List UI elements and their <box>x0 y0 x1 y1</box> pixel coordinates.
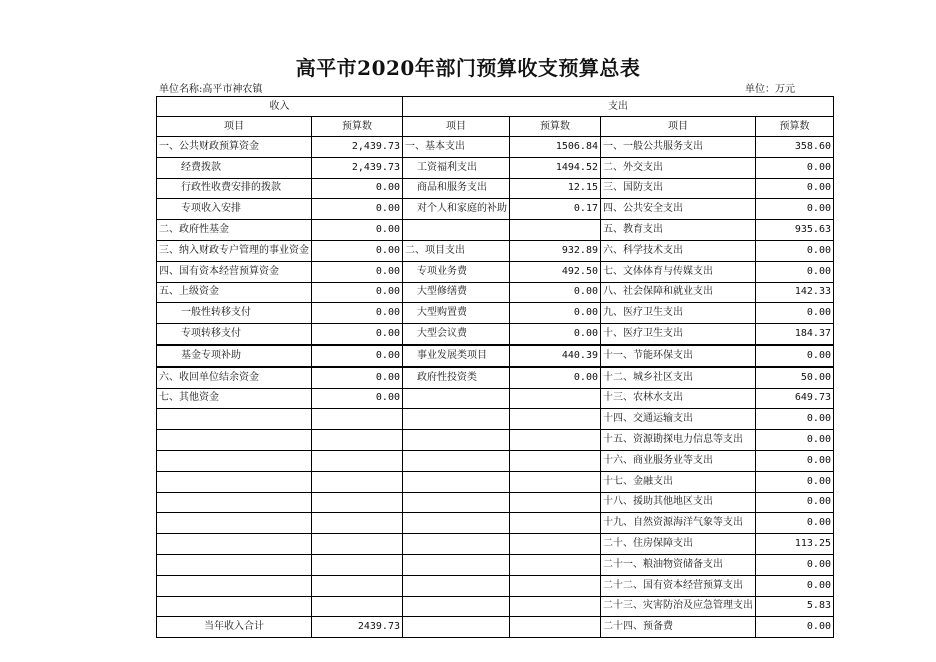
basic-expense-amount-header: 预算数 <box>510 117 601 137</box>
income-item-cell <box>157 450 312 471</box>
function-expense-item-cell: 十二、城乡社区支出 <box>601 367 756 388</box>
income-amount-cell: 0.00 <box>312 388 403 409</box>
function-expense-amount-cell: 358.60 <box>756 137 834 158</box>
income-amount-cell <box>312 471 403 492</box>
table-row <box>157 492 834 513</box>
income-amount-cell <box>312 534 403 555</box>
budget-table <box>156 96 834 638</box>
income-item-cell: 专项收入安排 <box>157 199 312 220</box>
function-expense-item-cell: 二、外交支出 <box>601 157 756 178</box>
income-item-cell: 五、上级资金 <box>157 282 312 303</box>
basic-expense-amount-cell <box>510 617 601 638</box>
function-expense-amount-cell: 0.00 <box>756 303 834 324</box>
income-amount-cell <box>312 430 403 451</box>
basic-expense-item-cell <box>403 617 510 638</box>
basic-expense-amount-cell: 0.00 <box>510 367 601 388</box>
basic-expense-amount-cell <box>510 471 601 492</box>
table-row <box>157 178 834 199</box>
basic-expense-item-cell: 政府性投资类 <box>403 367 510 388</box>
income-amount-header: 预算数 <box>312 117 403 137</box>
income-amount-cell: 0.00 <box>312 261 403 282</box>
function-expense-item-cell: 二十二、国有资本经营预算支出 <box>601 575 756 596</box>
function-expense-item-cell: 二十一、粮油物资储备支出 <box>601 554 756 575</box>
basic-expense-amount-cell <box>510 220 601 241</box>
basic-expense-amount-cell <box>510 492 601 513</box>
income-item-cell: 行政性收费安排的拨款 <box>157 178 312 199</box>
basic-expense-item-cell <box>403 492 510 513</box>
table-row <box>157 137 834 158</box>
table-row <box>157 303 834 324</box>
function-expense-item-cell: 十七、金融支出 <box>601 471 756 492</box>
function-expense-item-cell: 二十三、灾害防治及应急管理支出 <box>601 596 756 617</box>
table-row <box>157 471 834 492</box>
basic-expense-item-cell: 大型会议费 <box>403 324 510 345</box>
function-expense-amount-cell: 0.00 <box>756 450 834 471</box>
income-amount-cell <box>312 450 403 471</box>
basic-expense-amount-cell <box>510 554 601 575</box>
function-expense-item-cell: 五、教育支出 <box>601 220 756 241</box>
basic-expense-item-cell: 商品和服务支出 <box>403 178 510 199</box>
table-row <box>157 199 834 220</box>
income-item-cell: 二、政府性基金 <box>157 220 312 241</box>
basic-expense-item-cell <box>403 409 510 430</box>
income-item-cell <box>157 409 312 430</box>
function-expense-item-cell: 十五、资源勘探电力信息等支出 <box>601 430 756 451</box>
income-amount-cell <box>312 575 403 596</box>
basic-expense-item-cell <box>403 471 510 492</box>
function-expense-item-cell: 一、一般公共服务支出 <box>601 137 756 158</box>
table-row <box>157 157 834 178</box>
basic-expense-item-cell <box>403 450 510 471</box>
basic-expense-item-cell: 二、项目支出 <box>403 240 510 261</box>
income-amount-cell <box>312 554 403 575</box>
table-row <box>157 324 834 345</box>
income-amount-cell: 0.00 <box>312 178 403 199</box>
table-row <box>157 575 834 596</box>
function-expense-item-header: 项目 <box>601 117 756 137</box>
income-item-cell: 专项转移支付 <box>157 324 312 345</box>
function-expense-item-cell: 九、医疗卫生支出 <box>601 303 756 324</box>
function-expense-item-cell: 三、国防支出 <box>601 178 756 199</box>
income-amount-cell: 2439.73 <box>312 617 403 638</box>
function-expense-item-cell: 八、社会保障和就业支出 <box>601 282 756 303</box>
income-amount-cell: 0.00 <box>312 303 403 324</box>
basic-expense-amount-cell <box>510 534 601 555</box>
income-item-cell <box>157 596 312 617</box>
table-row <box>157 261 834 282</box>
basic-expense-item-cell: 专项业务费 <box>403 261 510 282</box>
function-expense-amount-cell: 0.00 <box>756 199 834 220</box>
basic-expense-amount-cell: 1506.84 <box>510 137 601 158</box>
income-amount-cell <box>312 596 403 617</box>
income-item-cell <box>157 554 312 575</box>
income-item-cell: 基金专项补助 <box>157 345 312 367</box>
page-title: 高平市2020年部门预算收支预算总表 <box>295 56 641 80</box>
income-amount-cell: 0.00 <box>312 199 403 220</box>
function-expense-amount-cell: 0.00 <box>756 345 834 367</box>
unit-name-label: 单位名称:高平市神农镇 <box>159 84 263 95</box>
function-expense-item-cell: 十八、援助其他地区支出 <box>601 492 756 513</box>
basic-expense-amount-cell <box>510 596 601 617</box>
header-row-sections <box>157 97 834 117</box>
basic-expense-amount-cell <box>510 409 601 430</box>
table-row <box>157 430 834 451</box>
function-expense-amount-cell: 184.37 <box>756 324 834 345</box>
basic-expense-amount-cell: 1494.52 <box>510 157 601 178</box>
function-expense-amount-cell: 0.00 <box>756 492 834 513</box>
basic-expense-amount-cell <box>510 450 601 471</box>
table-row <box>157 534 834 555</box>
function-expense-item-cell: 七、文体体育与传媒支出 <box>601 261 756 282</box>
income-item-cell <box>157 575 312 596</box>
basic-expense-amount-cell: 0.00 <box>510 282 601 303</box>
income-amount-cell <box>312 409 403 430</box>
income-item-cell: 四、国有资本经营预算资金 <box>157 261 312 282</box>
table-row <box>157 554 834 575</box>
function-expense-amount-cell: 0.00 <box>756 430 834 451</box>
function-expense-amount-cell: 50.00 <box>756 367 834 388</box>
function-expense-amount-cell: 935.63 <box>756 220 834 241</box>
function-expense-item-cell: 十四、交通运输支出 <box>601 409 756 430</box>
function-expense-amount-cell: 0.00 <box>756 178 834 199</box>
function-expense-item-cell: 十六、商业服务业等支出 <box>601 450 756 471</box>
income-item-cell: 六、收回单位结余资金 <box>157 367 312 388</box>
function-expense-item-cell: 十三、农林水支出 <box>601 388 756 409</box>
basic-expense-amount-cell <box>510 575 601 596</box>
basic-expense-amount-cell: 12.15 <box>510 178 601 199</box>
income-amount-cell: 0.00 <box>312 240 403 261</box>
table-row <box>157 220 834 241</box>
function-expense-item-cell: 十、医疗卫生支出 <box>601 324 756 345</box>
basic-expense-amount-cell: 0.00 <box>510 303 601 324</box>
basic-expense-amount-cell <box>510 513 601 534</box>
table-row <box>157 345 834 367</box>
income-item-cell: 七、其他资金 <box>157 388 312 409</box>
function-expense-item-cell: 十九、自然资源海洋气象等支出 <box>601 513 756 534</box>
function-expense-amount-cell: 113.25 <box>756 534 834 555</box>
table-row <box>157 282 834 303</box>
function-expense-amount-cell: 649.73 <box>756 388 834 409</box>
income-item-cell: 一、公共财政预算资金 <box>157 137 312 158</box>
unit-label: 单位：万元 <box>745 84 795 95</box>
table-row <box>157 617 834 638</box>
function-expense-amount-cell: 0.00 <box>756 554 834 575</box>
income-amount-cell: 2,439.73 <box>312 137 403 158</box>
income-item-header: 项目 <box>157 117 312 137</box>
basic-expense-amount-cell <box>510 430 601 451</box>
basic-expense-item-cell <box>403 554 510 575</box>
income-item-cell: 当年收入合计 <box>157 617 312 638</box>
income-amount-cell: 0.00 <box>312 220 403 241</box>
function-expense-amount-cell: 142.33 <box>756 282 834 303</box>
basic-expense-item-cell <box>403 388 510 409</box>
function-expense-item-cell: 二十四、预备费 <box>601 617 756 638</box>
basic-expense-item-cell <box>403 513 510 534</box>
basic-expense-amount-cell: 440.39 <box>510 345 601 367</box>
basic-expense-item-cell: 一、基本支出 <box>403 137 510 158</box>
function-expense-amount-cell: 0.00 <box>756 575 834 596</box>
income-item-cell: 三、纳入财政专户管理的事业资金 <box>157 240 312 261</box>
income-amount-cell: 0.00 <box>312 367 403 388</box>
expense-header: 支出 <box>403 97 834 117</box>
basic-expense-item-cell <box>403 220 510 241</box>
function-expense-amount-cell: 0.00 <box>756 471 834 492</box>
income-item-cell <box>157 471 312 492</box>
function-expense-item-cell: 二十、住房保障支出 <box>601 534 756 555</box>
basic-expense-amount-cell: 0.17 <box>510 199 601 220</box>
basic-expense-amount-cell: 932.89 <box>510 240 601 261</box>
function-expense-item-cell: 四、公共安全支出 <box>601 199 756 220</box>
income-amount-cell: 0.00 <box>312 282 403 303</box>
table-row <box>157 409 834 430</box>
header-row-columns <box>157 117 834 137</box>
table-row <box>157 240 834 261</box>
function-expense-item-cell: 六、科学技术支出 <box>601 240 756 261</box>
income-item-cell <box>157 492 312 513</box>
table-row <box>157 450 834 471</box>
income-amount-cell: 2,439.73 <box>312 157 403 178</box>
basic-expense-item-cell: 对个人和家庭的补助 <box>403 199 510 220</box>
income-item-cell: 经费拨款 <box>157 157 312 178</box>
basic-expense-item-cell <box>403 430 510 451</box>
income-item-cell: 一般性转移支付 <box>157 303 312 324</box>
function-expense-item-cell: 十一、节能环保支出 <box>601 345 756 367</box>
basic-expense-amount-cell: 492.50 <box>510 261 601 282</box>
basic-expense-amount-cell <box>510 388 601 409</box>
basic-expense-item-header: 项目 <box>403 117 510 137</box>
function-expense-amount-cell: 0.00 <box>756 240 834 261</box>
function-expense-amount-cell: 0.00 <box>756 261 834 282</box>
basic-expense-amount-cell: 0.00 <box>510 324 601 345</box>
basic-expense-item-cell <box>403 596 510 617</box>
income-header: 收入 <box>157 97 403 117</box>
basic-expense-item-cell: 工资福利支出 <box>403 157 510 178</box>
function-expense-amount-cell: 5.83 <box>756 596 834 617</box>
income-item-cell <box>157 513 312 534</box>
basic-expense-item-cell <box>403 575 510 596</box>
income-item-cell <box>157 534 312 555</box>
income-amount-cell: 0.00 <box>312 345 403 367</box>
function-expense-amount-cell: 0.00 <box>756 157 834 178</box>
table-row <box>157 513 834 534</box>
function-expense-amount-cell: 0.00 <box>756 409 834 430</box>
table-row <box>157 596 834 617</box>
basic-expense-item-cell: 大型购置费 <box>403 303 510 324</box>
basic-expense-item-cell: 事业发展类项目 <box>403 345 510 367</box>
income-amount-cell <box>312 513 403 534</box>
basic-expense-item-cell <box>403 534 510 555</box>
income-item-cell <box>157 430 312 451</box>
table-row <box>157 388 834 409</box>
function-expense-amount-cell: 0.00 <box>756 617 834 638</box>
function-expense-amount-header: 预算数 <box>756 117 834 137</box>
income-amount-cell: 0.00 <box>312 324 403 345</box>
income-amount-cell <box>312 492 403 513</box>
table-row <box>157 367 834 388</box>
basic-expense-item-cell: 大型修缮费 <box>403 282 510 303</box>
function-expense-amount-cell: 0.00 <box>756 513 834 534</box>
